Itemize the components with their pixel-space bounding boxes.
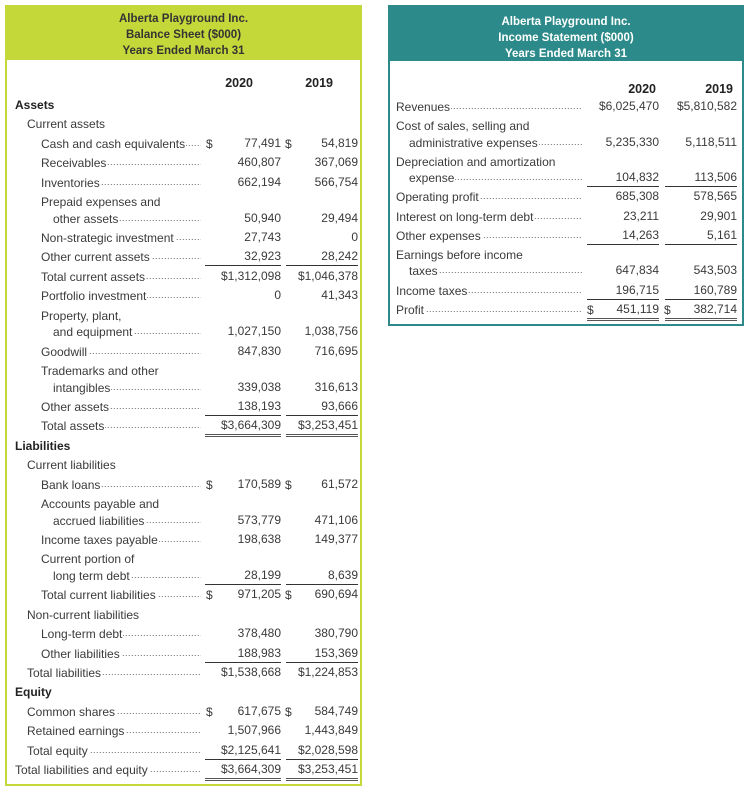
value-2019: 471,106 [314, 512, 358, 527]
row-label-text: Inventories [41, 175, 100, 190]
row-label [41, 417, 201, 435]
table-row [390, 227, 742, 245]
value-2019: 382,714 [665, 301, 737, 321]
table-row [7, 229, 360, 247]
value-2020: 0 [274, 288, 281, 303]
row-label [41, 645, 201, 663]
row-label [41, 495, 160, 513]
row-label [53, 567, 201, 585]
statement-period: Years Ended March 31 [122, 45, 245, 57]
value-2019: 29,494 [321, 210, 358, 225]
row-label-text: Profit [396, 302, 425, 317]
row-label-text: Total current assets [41, 269, 146, 284]
row-label [409, 134, 582, 152]
row-label [41, 193, 161, 211]
value-2019: 543,503 [693, 263, 737, 278]
table-row [7, 115, 360, 133]
row-label-text: Income taxes [396, 283, 468, 298]
value-2019: $1,046,378 [297, 268, 358, 283]
table-row [7, 268, 360, 286]
table-row [7, 362, 360, 380]
value-2019: $1,224,853 [297, 665, 358, 679]
balance-sheet-panel [5, 5, 362, 786]
value-2020: $2,125,641 [205, 742, 281, 760]
currency-symbol: $ [206, 588, 213, 603]
row-label-text: Common shares [27, 704, 116, 719]
row-label-text: long term debt [53, 569, 130, 583]
row-label [41, 307, 122, 325]
row-label [41, 362, 160, 380]
year-header-row [390, 80, 742, 98]
currency-symbol: $ [206, 704, 213, 719]
table-row [7, 96, 360, 114]
value-2020: $1,538,668 [220, 665, 281, 679]
row-label [396, 282, 582, 300]
value-2019: $3,253,451 [286, 761, 358, 781]
statement-period: Years Ended March 31 [504, 48, 628, 60]
table-row [7, 343, 360, 361]
table-row [390, 208, 742, 226]
row-label-text: Operating profit [396, 190, 479, 205]
value-2020: 198,638 [237, 532, 281, 546]
currency-symbol: $ [587, 302, 594, 317]
table-row [7, 586, 360, 604]
row-label-text: Cash and cash equivalents [41, 136, 186, 151]
row-label-text: Prepaid expenses and [41, 195, 161, 209]
row-label [41, 343, 201, 361]
row-label [53, 210, 201, 228]
row-label [27, 115, 106, 133]
row-label-text: Property, plant, [41, 308, 122, 323]
value-2019: 149,377 [314, 532, 358, 546]
value-2020: 50,940 [244, 210, 281, 225]
value-2019: 0 [351, 230, 358, 244]
value-2019: 716,695 [314, 343, 358, 358]
table-row [7, 761, 360, 779]
value-2019: 1,443,849 [304, 723, 358, 738]
row-label [396, 246, 524, 264]
row-label-text: Long-term debt [41, 627, 123, 642]
row-label [396, 301, 582, 319]
value-2020: 1,507,966 [227, 723, 281, 738]
value-2019: 113,506 [665, 169, 737, 187]
currency-symbol: $ [664, 302, 671, 317]
value-2020: 847,830 [237, 343, 281, 358]
value-2020: 573,779 [237, 512, 281, 527]
row-label-text: Current portion of [41, 552, 135, 567]
table-row [7, 625, 360, 643]
value-2019: 1,038,756 [304, 324, 358, 339]
row-label [41, 154, 201, 172]
table-row [7, 287, 360, 305]
year-2020: 2020 [628, 82, 656, 96]
row-label [41, 174, 201, 192]
row-label-text: Receivables [41, 156, 107, 171]
currency-symbol: $ [206, 477, 213, 492]
row-label [27, 742, 201, 760]
year-2019: 2019 [705, 82, 733, 96]
currency-symbol: $ [285, 588, 292, 603]
row-label-text: Total equity [27, 743, 88, 758]
row-label [53, 379, 201, 397]
income-statement-panel [388, 5, 744, 326]
row-label [53, 323, 201, 341]
value-2020: 1,027,150 [227, 324, 281, 339]
value-2020: 104,832 [587, 169, 659, 187]
row-label-text: Earnings before income [396, 248, 523, 262]
value-2020: 617,675 [237, 703, 281, 718]
row-label [41, 287, 201, 305]
row-label-text: Current assets [27, 117, 106, 132]
value-2019: $3,253,451 [286, 417, 358, 437]
row-label [41, 248, 201, 266]
value-2020: $6,025,470 [598, 99, 659, 113]
table-row [390, 188, 742, 206]
row-label-text: Goodwill [41, 344, 88, 359]
value-2020: 32,923 [205, 248, 281, 266]
row-label [15, 761, 201, 779]
row-label-text: Non-strategic investment [41, 231, 174, 245]
row-label [396, 98, 582, 116]
value-2020: 647,834 [615, 263, 659, 278]
value-2019: 380,790 [314, 626, 358, 641]
row-label [27, 606, 140, 624]
row-label-text: Trademarks and other [41, 364, 159, 378]
row-label [41, 135, 201, 153]
table-row [390, 169, 742, 187]
value-2019: 41,343 [321, 288, 358, 303]
value-2019: 584,749 [314, 703, 358, 718]
row-label [41, 625, 201, 643]
value-2019: $5,810,582 [676, 99, 737, 113]
value-2020: 685,308 [615, 189, 659, 204]
value-2020: $3,664,309 [205, 761, 281, 781]
currency-symbol: $ [285, 704, 292, 719]
row-label-text: taxes [409, 264, 438, 279]
table-row [7, 512, 360, 530]
company-name: Alberta Playground Inc. [118, 13, 249, 25]
table-row [7, 437, 360, 455]
value-2020: 28,199 [205, 567, 281, 585]
value-2020: 5,235,330 [605, 134, 659, 149]
row-label [409, 169, 582, 187]
table-row [7, 398, 360, 416]
row-label-text: Accounts payable and [41, 497, 160, 511]
row-label [396, 227, 582, 245]
table-row [7, 567, 360, 585]
row-label [409, 262, 582, 280]
row-label [41, 531, 201, 549]
row-label-text: Retained earnings [27, 724, 125, 739]
row-label [396, 153, 556, 171]
value-2019: 61,572 [321, 476, 358, 491]
table-row [7, 210, 360, 228]
table-row [390, 153, 742, 171]
value-2020: 27,743 [244, 230, 281, 244]
year-header-row [7, 74, 360, 92]
row-label [41, 229, 201, 247]
row-label [53, 512, 201, 530]
table-row [390, 98, 742, 116]
row-label-text: Other liabilities [41, 646, 120, 661]
row-label [27, 703, 201, 721]
table-row [390, 262, 742, 280]
income-statement-header [388, 5, 744, 61]
statement-title: Balance Sheet ($000) [125, 29, 242, 41]
value-2019: $2,028,598 [286, 742, 358, 760]
table-row [7, 703, 360, 721]
company-name: Alberta Playground Inc. [501, 16, 631, 28]
row-label-text: Non-current liabilities [27, 607, 140, 622]
table-row [390, 117, 742, 135]
row-label [41, 550, 135, 568]
row-label-text: Depreciation and amortization [396, 154, 556, 169]
value-2020: 451,119 [587, 301, 659, 321]
table-row [7, 307, 360, 325]
row-label [396, 117, 530, 135]
table-row [7, 323, 360, 341]
table-row [7, 379, 360, 397]
balance-sheet-header [5, 5, 362, 60]
row-label-text: Total assets [41, 419, 105, 434]
value-2019: 54,819 [321, 135, 358, 150]
row-label-text: Interest on long-term debt [396, 209, 534, 224]
table-row [7, 248, 360, 266]
value-2019: 160,789 [665, 282, 737, 300]
row-label [41, 476, 201, 494]
value-2020: 339,038 [237, 379, 281, 394]
value-2019: 28,242 [286, 248, 358, 266]
row-label-text: expense [409, 171, 455, 186]
table-row [7, 417, 360, 435]
year-2019: 2019 [305, 76, 333, 90]
table-row [390, 246, 742, 264]
row-label-text: intangibles [53, 380, 111, 395]
row-label-text: Liabilities [15, 438, 71, 453]
table-row [7, 135, 360, 153]
year-2020: 2020 [225, 76, 253, 90]
table-row [7, 645, 360, 663]
table-row [7, 550, 360, 568]
row-label-text: Other current assets [41, 250, 150, 265]
row-label [15, 96, 55, 114]
table-row [7, 606, 360, 624]
value-2020: 170,589 [237, 476, 281, 491]
row-label-text: Portfolio investment [41, 289, 147, 304]
row-label-text: Total liabilities [27, 666, 102, 680]
row-label-text: Current liabilities [27, 458, 116, 473]
value-2020: 662,194 [237, 174, 281, 189]
table-row [390, 282, 742, 300]
row-label-text: accrued liabilities [53, 513, 145, 528]
row-label [396, 208, 582, 226]
row-label [15, 437, 71, 455]
value-2020: 460,807 [237, 155, 281, 170]
value-2020: 196,715 [587, 282, 659, 300]
table-row [7, 495, 360, 513]
value-2020: 138,193 [205, 398, 281, 416]
row-label-text: other assets [53, 211, 119, 226]
currency-symbol: $ [206, 136, 213, 151]
row-label [27, 456, 117, 474]
table-row [7, 456, 360, 474]
value-2019: 8,639 [286, 567, 358, 585]
value-2019: 93,666 [286, 398, 358, 416]
value-2020: 77,491 [244, 135, 281, 150]
value-2020: $3,664,309 [205, 417, 281, 437]
table-row [390, 134, 742, 152]
value-2019: 29,901 [700, 208, 737, 223]
table-row [7, 154, 360, 172]
row-label [41, 268, 201, 286]
value-2020: 971,205 [237, 587, 281, 602]
table-row [390, 301, 742, 319]
value-2020: $1,312,098 [220, 268, 281, 283]
row-label-text: Total current liabilities [41, 588, 156, 603]
row-label [396, 188, 582, 206]
value-2019: 690,694 [314, 587, 358, 602]
row-label-text: Assets [15, 98, 55, 112]
value-2019: 566,754 [314, 174, 358, 189]
row-label-text: and equipment [53, 325, 133, 340]
row-label [27, 664, 201, 682]
table-row [7, 722, 360, 740]
row-label-text: Total liabilities and equity [15, 763, 148, 777]
row-label [41, 398, 201, 416]
table-row [7, 531, 360, 549]
value-2019: 5,118,511 [685, 134, 737, 149]
row-label-text: Other expenses [396, 228, 481, 243]
table-row [7, 664, 360, 682]
currency-symbol: $ [285, 136, 292, 151]
row-label-text: Equity [15, 685, 52, 700]
row-label-text: Revenues [396, 100, 451, 114]
table-row [7, 174, 360, 192]
value-2019: 367,069 [314, 155, 358, 170]
row-label-text: Other assets [41, 400, 110, 414]
table-row [7, 683, 360, 701]
value-2020: 14,263 [587, 227, 659, 245]
table-row [7, 476, 360, 494]
value-2020: 378,480 [237, 626, 281, 641]
row-label-text: Cost of sales, selling and [396, 119, 530, 134]
currency-symbol: $ [285, 477, 292, 492]
row-label [41, 586, 201, 604]
value-2019: 5,161 [665, 227, 737, 245]
row-label-text: administrative expenses [409, 135, 538, 150]
row-label-text: Bank loans [41, 477, 101, 492]
value-2019: 153,369 [286, 645, 358, 663]
table-row [7, 193, 360, 211]
row-label [27, 722, 201, 740]
value-2020: 188,983 [205, 645, 281, 663]
value-2020: 23,211 [623, 208, 659, 223]
value-2019: 578,565 [693, 189, 737, 204]
row-label [15, 683, 53, 701]
value-2019: 316,613 [314, 379, 358, 394]
table-row [7, 742, 360, 760]
row-label-text: Income taxes payable [41, 533, 158, 547]
statement-title: Income Statement ($000) [498, 32, 634, 44]
